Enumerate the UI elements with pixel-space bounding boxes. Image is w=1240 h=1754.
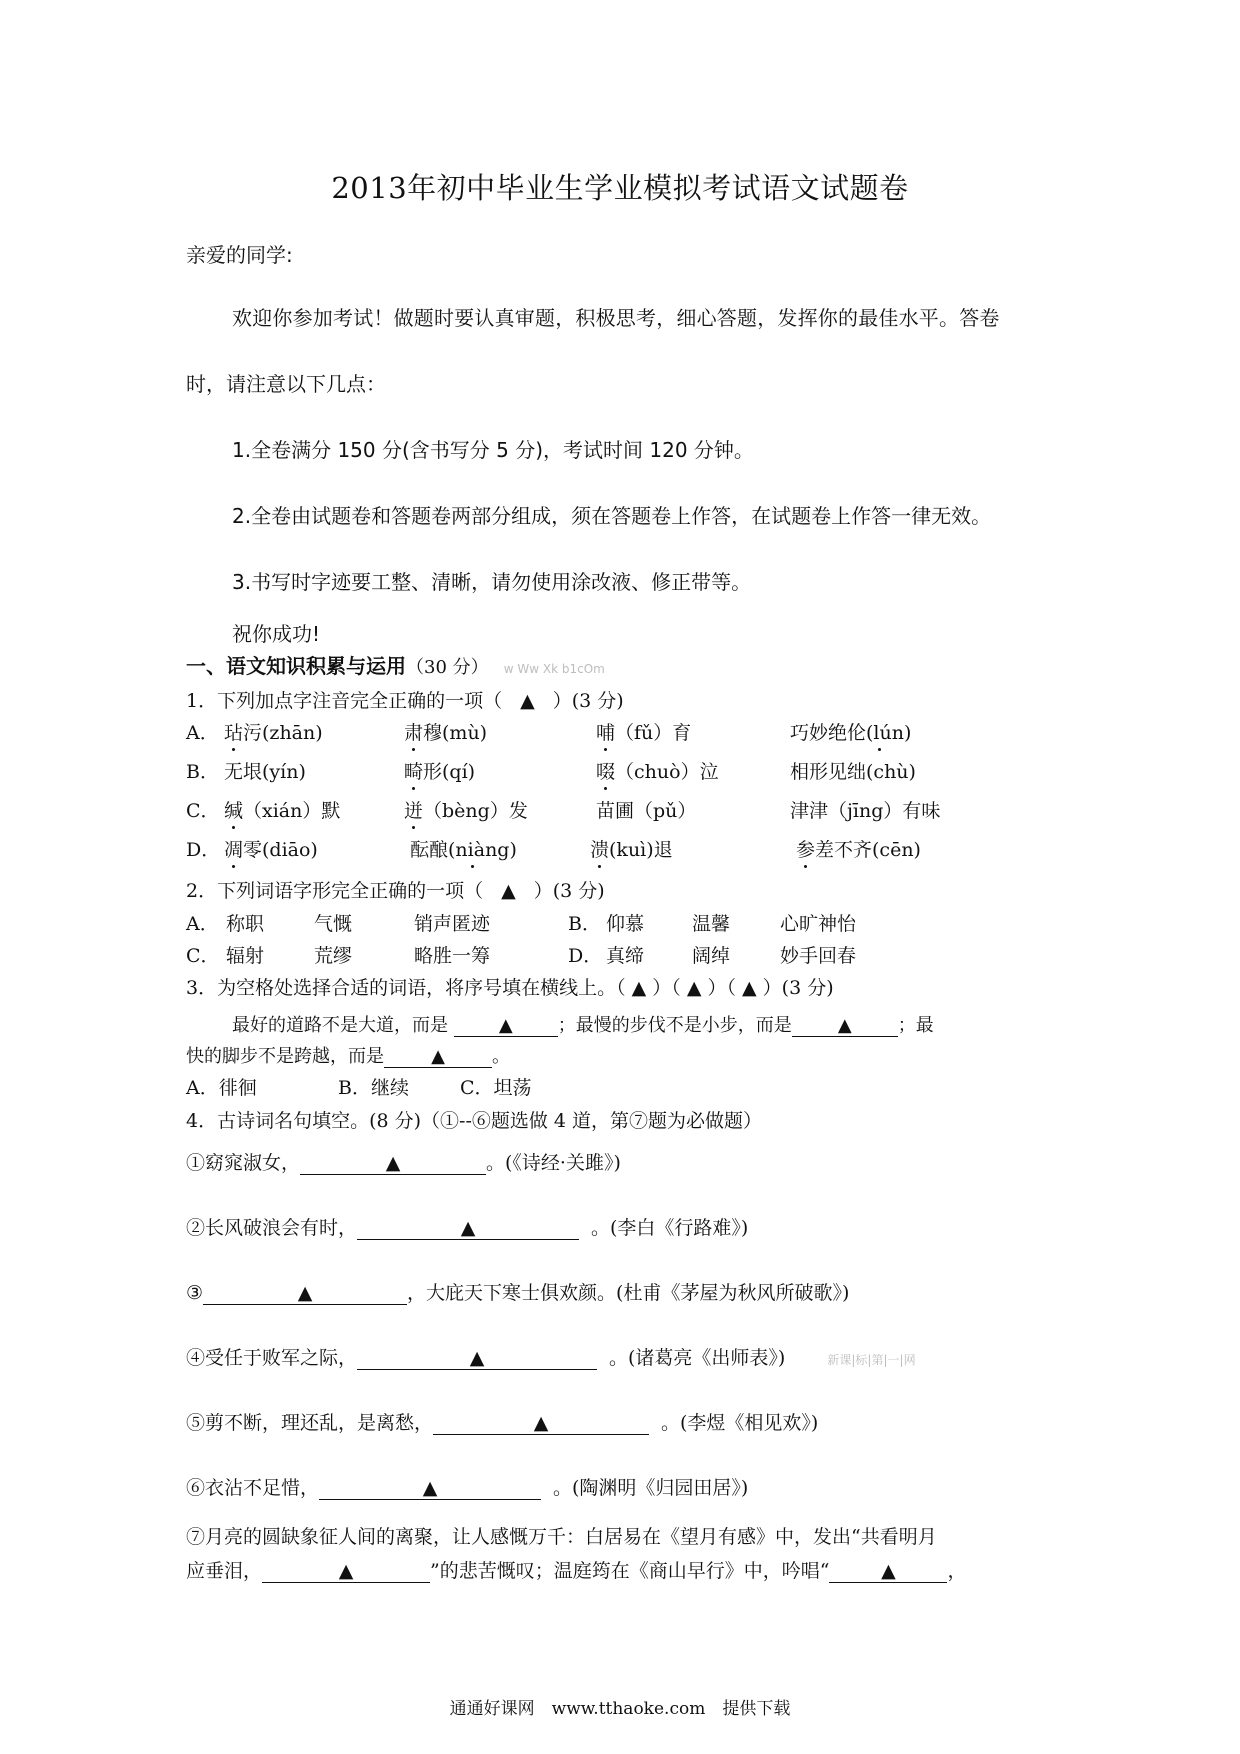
q1-b-4: 相形见绌(chù) [790,761,916,783]
q4-item-1: ①窈窕淑女， ▲ 。(《诗经·关雎》) [186,1152,621,1174]
q3-option-a: A．徘徊 [186,1077,257,1099]
q1-option-a: A． [186,722,219,744]
answer-blank[interactable]: ▲ [829,1561,947,1583]
answer-blank[interactable]: ▲ [433,1413,649,1435]
q3-stem: 3．为空格处选择合适的词语，将序号填在横线上。（ ▲ ）（ ▲ ）（ ▲ ）(3 分) [186,977,834,999]
q1-stem: 1．下列加点字注音完全正确的一项（ ▲ ）(3 分) [186,690,624,712]
q4-stem: 4．古诗词名句填空。(8 分)（①--⑥题选做 4 道，第⑦题为必做题） [186,1110,763,1132]
q1-d-2: 酝酿(niàng) [410,839,517,861]
q1-d-3: 溃(kuì)退 [590,839,673,861]
q4-item-3: ③ ▲ ，大庇天下寒士俱欢颜。(杜甫《茅屋为秋风所破歌》) [186,1282,850,1304]
answer-blank[interactable]: ▲ [357,1348,597,1370]
q2-stem: 2．下列词语字形完全正确的一项（ ▲ ）(3 分) [186,880,605,902]
section-score: （30 分） [406,657,489,678]
note-2: 2.全卷由试题卷和答题卷两部分组成，须在答题卷上作答，在试题卷上作答一律无效。 [232,504,992,528]
q1-option-b: B． [186,761,219,783]
note-3: 3.书写时字迹要工整、清晰，请勿使用涂改液、修正带等。 [232,570,752,594]
intro-line-2: 时，请注意以下几点： [186,372,386,396]
note-1: 1.全卷满分 150 分(含书写分 5 分)，考试时间 120 分钟。 [232,438,754,462]
q1-c-4: 津津（jīng）有味 [790,800,941,822]
q2-option-b: B． 仰慕 温馨 心旷神怡 [568,913,857,935]
q1-c-1: 缄（xián）默 [224,800,341,822]
q1-a-2: 肃穆(mù) [404,722,488,744]
answer-blank[interactable]: ▲ [319,1478,541,1500]
page-title: 2013年初中毕业生学业模拟考试语文试题卷 [331,171,909,205]
q1-d-1: 凋零(diāo) [224,839,318,861]
answer-mark: ▲ [520,690,535,712]
answer-blank[interactable]: ▲ [300,1153,486,1175]
q4-item-7-line-1: ⑦月亮的圆缺象征人间的离聚，让人感慨万千：白居易在《望月有感》中，发出“共看明月 [186,1526,937,1548]
q1-c-2: 迸（bèng）发 [404,800,528,822]
side-watermark: 新课|标|第|一|网 [827,1353,916,1367]
q1-a-3: 哺（fǔ）育 [596,722,692,744]
q4-item-5: ⑤剪不断，理还乱，是离愁， ▲ 。(李煜《相见欢》) [186,1412,819,1434]
answer-blank[interactable]: ▲ [357,1218,579,1240]
q1-d-4: 参差不齐(cēn) [796,839,921,861]
q2-option-d: D． 真缔 阔绰 妙手回春 [568,945,857,967]
q3-option-c: C．坦荡 [460,1077,532,1099]
answer-blank[interactable]: ▲ [454,1016,558,1037]
wish: 祝你成功! [232,622,321,646]
q1-b-1: 无垠(yín) [224,761,306,783]
greeting: 亲爱的同学: [186,243,293,267]
q4-item-7-line-2: 应垂泪， ▲ ”的悲苦慨叹；温庭筠在《商山早行》中，吟唱“ ▲ ， [186,1560,967,1582]
answer-blank[interactable]: ▲ [262,1561,430,1583]
q4-item-6: ⑥衣沾不足惜， ▲ 。(陶渊明《归园田居》) [186,1477,749,1499]
q4-item-4: ④受任于败军之际， ▲ 。(诸葛亮《出师表》) 新课|标|第|一|网 [186,1347,916,1369]
q3-line-2: 快的脚步不是跨越，而是 ▲ 。 [186,1046,510,1067]
q1-a-1: 玷污(zhān) [224,722,323,744]
answer-blank[interactable]: ▲ [203,1283,407,1305]
q1-b-3: 啜（chuò）泣 [596,761,719,783]
answer-blank[interactable]: ▲ [792,1016,898,1037]
answer-blank[interactable]: ▲ [384,1047,492,1068]
q2-option-c: C． 辐射 荒缪 略胜一筹 [186,945,491,967]
q3-options [186,1073,532,1100]
q1-option-c: C． [186,800,220,822]
q3-line-1: 最好的道路不是大道，而是 ▲ ；最慢的步伐不是小步，而是 ▲ ；最 [232,1015,934,1036]
q4-item-2: ②长风破浪会有时， ▲ 。(李白《行路难》) [186,1217,749,1239]
q3-option-b: B．继续 [338,1077,409,1099]
q2-option-a: A． 称职 气慨 销声匿迹 [186,913,491,935]
answer-mark: ▲ [501,880,516,902]
q1-option-d: D． [186,839,221,861]
watermark-text: w Ww Xk b1cOm [503,662,605,676]
q1-b-2: 畸形(qí) [404,761,476,783]
footer-source: 通通好课网 www.tthaoke.com 提供下载 [449,1699,791,1719]
section-title: 一、语文知识积累与运用 [186,654,406,678]
intro-line-1: 欢迎你参加考试！做题时要认真审题，积极思考，细心答题，发挥你的最佳水平。答卷 [232,306,1000,330]
q1-c-3: 苗圃（pǔ） [596,800,697,822]
q1-a-4: 巧妙绝伦(lún) [790,722,912,744]
section-heading [186,650,605,679]
